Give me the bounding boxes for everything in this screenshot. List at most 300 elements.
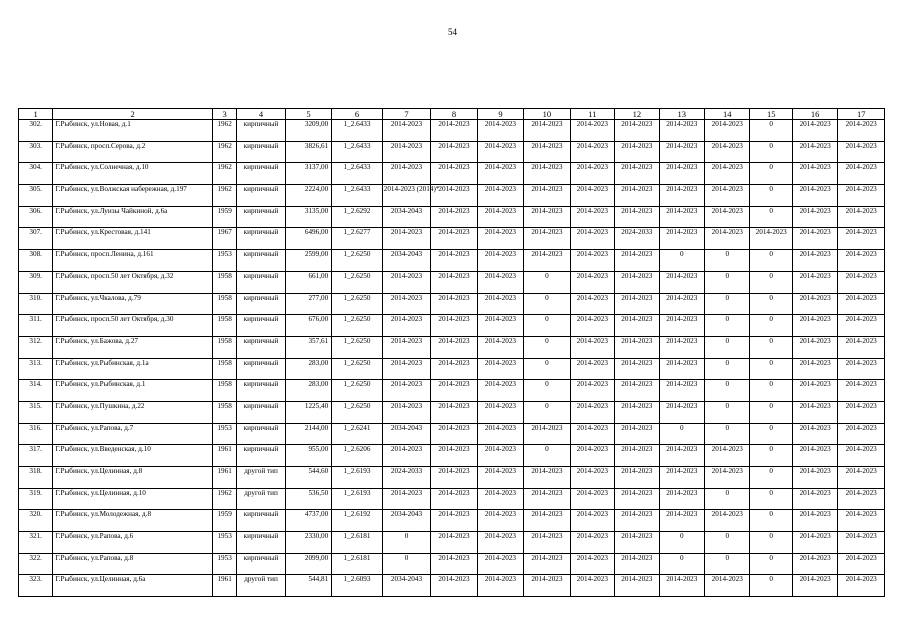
period-cell: 2014-2023 xyxy=(477,141,523,163)
column-number-1: 1 xyxy=(19,109,53,120)
period-cell: 2014-2023 xyxy=(477,401,523,423)
period-cell: 2014-2023 xyxy=(838,293,885,315)
address-cell: Г.Рыбинск, просп.50 лет Октября, д.32 xyxy=(53,271,213,293)
table-row xyxy=(19,423,885,445)
period-cell: 2014-2023 xyxy=(838,445,885,467)
wall-material-cell: кирпичный xyxy=(237,358,286,380)
period-cell: 2014-2023 xyxy=(524,532,570,554)
row-number-cell: 323. xyxy=(19,575,53,597)
table-row xyxy=(19,358,885,380)
period-cell: 2014-2023 xyxy=(615,250,659,272)
period-cell: 2014-2023 xyxy=(705,445,750,467)
period-cell: 2014-2023 xyxy=(382,120,431,142)
index-cell: 1_2.6181 xyxy=(332,553,383,575)
row-number-cell: 302. xyxy=(19,120,53,142)
period-cell: 2014-2023 xyxy=(615,510,659,532)
period-cell: 2014-2023 xyxy=(838,467,885,489)
period-cell: 2014-2023 xyxy=(615,467,659,489)
address-cell: Г.Рыбинск, ул.Волжская набережная, д.197 xyxy=(53,185,213,207)
area-cell: 2144,00 xyxy=(285,423,331,445)
period-cell: 2014-2023 xyxy=(524,185,570,207)
period-cell: 2014-2023 xyxy=(838,120,885,142)
index-cell: 1_2.6250 xyxy=(332,358,383,380)
period-cell: 2014-2023 xyxy=(524,467,570,489)
year-cell: 1958 xyxy=(213,358,237,380)
row-number-cell: 322. xyxy=(19,553,53,575)
row-number-cell: 319. xyxy=(19,488,53,510)
period-cell: 2014-2023 xyxy=(615,423,659,445)
period-cell: 2014-2023 xyxy=(615,445,659,467)
period-cell: 2014-2023 xyxy=(477,336,523,358)
period-cell: 2014-2023 xyxy=(659,315,704,337)
period-cell: 0 xyxy=(750,336,792,358)
address-cell: Г.Рыбинск, ул.Целинная, д.6а xyxy=(53,575,213,597)
year-cell: 1958 xyxy=(213,401,237,423)
period-cell: 2014-2023 xyxy=(792,315,837,337)
period-cell: 2014-2023 xyxy=(570,380,614,402)
area-cell: 3826,61 xyxy=(285,141,331,163)
wall-material-cell: кирпичный xyxy=(237,336,286,358)
period-cell: 2014-2023 xyxy=(382,445,431,467)
period-cell: 2034-2043 xyxy=(382,423,431,445)
period-cell: 2014-2023 xyxy=(570,185,614,207)
period-cell: 2014-2023 xyxy=(792,445,837,467)
area-cell: 3135,00 xyxy=(285,206,331,228)
period-cell: 2014-2023 xyxy=(615,271,659,293)
period-cell: 2024-2033 xyxy=(615,228,659,250)
period-cell: 2014-2023 xyxy=(838,401,885,423)
period-cell: 2014-2023 xyxy=(838,532,885,554)
area-cell: 283,00 xyxy=(285,380,331,402)
period-cell: 2014-2023 xyxy=(792,575,837,597)
index-cell: 1_2.6206 xyxy=(332,445,383,467)
column-number-12: 12 xyxy=(615,109,659,120)
area-cell: 2330,00 xyxy=(285,532,331,554)
period-cell: 2014-2023 xyxy=(750,228,792,250)
period-cell: 0 xyxy=(750,380,792,402)
period-cell: 2014-2023 xyxy=(792,293,837,315)
period-cell: 0 xyxy=(750,488,792,510)
period-cell: 0 xyxy=(750,185,792,207)
area-cell: 544,60 xyxy=(285,467,331,489)
period-cell: 2014-2023 xyxy=(382,271,431,293)
period-cell: 0 xyxy=(750,401,792,423)
area-cell: 357,61 xyxy=(285,336,331,358)
period-cell: 2014-2023 xyxy=(792,163,837,185)
year-cell: 1961 xyxy=(213,467,237,489)
period-cell: 2014-2023 xyxy=(570,141,614,163)
period-cell: 2014-2023 xyxy=(570,510,614,532)
period-cell: 2014-2023 xyxy=(705,228,750,250)
period-cell: 0 xyxy=(750,250,792,272)
table-row xyxy=(19,575,885,597)
period-cell: 0 xyxy=(750,532,792,554)
period-cell: 2014-2023 xyxy=(570,467,614,489)
address-cell: Г.Рыбинск, ул.Бажова, д.27 xyxy=(53,336,213,358)
period-cell: 2014-2023 xyxy=(431,401,477,423)
column-number-6: 6 xyxy=(332,109,383,120)
table-row xyxy=(19,250,885,272)
period-cell: 0 xyxy=(705,315,750,337)
period-cell: 2014-2023 xyxy=(524,250,570,272)
table-row xyxy=(19,271,885,293)
period-cell: 2014-2023 xyxy=(792,532,837,554)
period-cell: 0 xyxy=(750,575,792,597)
period-cell: 2014-2023 xyxy=(524,510,570,532)
area-cell: 536,50 xyxy=(285,488,331,510)
period-cell: 2014-2023 xyxy=(792,271,837,293)
period-cell: 2014-2023 xyxy=(570,315,614,337)
period-cell: 2014-2023 xyxy=(615,553,659,575)
period-cell: 2014-2023 xyxy=(570,445,614,467)
column-number-8: 8 xyxy=(431,109,477,120)
wall-material-cell: кирпичный xyxy=(237,401,286,423)
index-cell: 1_2.6250 xyxy=(332,293,383,315)
period-cell: 0 xyxy=(750,510,792,532)
period-cell: 2014-2023 xyxy=(615,488,659,510)
address-cell: Г.Рыбинск, ул.Луизы Чайкиной, д.6а xyxy=(53,206,213,228)
period-cell: 2014-2023 xyxy=(659,120,704,142)
period-cell: 2014-2023 xyxy=(524,423,570,445)
index-cell: 1_2.6250 xyxy=(332,250,383,272)
period-cell: 2014-2023 xyxy=(570,423,614,445)
page-number: 54 xyxy=(448,27,457,37)
period-cell: 2014-2023 xyxy=(659,185,704,207)
row-number-cell: 314. xyxy=(19,380,53,402)
period-cell: 2014-2023 xyxy=(431,163,477,185)
period-cell: 2014-2023 xyxy=(524,228,570,250)
period-cell: 2014-2023 xyxy=(659,575,704,597)
period-cell: 2014-2023 xyxy=(524,553,570,575)
index-cell: 1_2.6433 xyxy=(332,185,383,207)
year-cell: 1958 xyxy=(213,380,237,402)
period-cell: 2014-2023 xyxy=(431,532,477,554)
period-cell: 2014-2023 xyxy=(477,510,523,532)
row-number-cell: 310. xyxy=(19,293,53,315)
period-cell: 0 xyxy=(750,271,792,293)
period-cell: 2014-2023 xyxy=(524,206,570,228)
period-cell: 0 xyxy=(705,293,750,315)
address-cell: Г.Рыбинск, ул.Введенская, д.10 xyxy=(53,445,213,467)
period-cell: 0 xyxy=(659,553,704,575)
row-number-cell: 305. xyxy=(19,185,53,207)
address-cell: Г.Рыбинск, ул.Целинная, д.8 xyxy=(53,467,213,489)
period-cell: 0 xyxy=(750,445,792,467)
period-cell: 2014-2023 xyxy=(615,163,659,185)
address-cell: Г.Рыбинск, ул.Новая, д.1 xyxy=(53,120,213,142)
period-cell: 2014-2023 xyxy=(659,401,704,423)
address-cell: Г.Рыбинск, ул.Рапова, д.6 xyxy=(53,532,213,554)
period-cell: 2014-2023 xyxy=(705,120,750,142)
row-number-cell: 309. xyxy=(19,271,53,293)
table-row xyxy=(19,488,885,510)
period-cell: 2014-2023 xyxy=(477,206,523,228)
period-cell: 0 xyxy=(705,401,750,423)
period-cell: 2014-2023 xyxy=(659,445,704,467)
table-body xyxy=(19,120,885,597)
table-row xyxy=(19,401,885,423)
wall-material-cell: кирпичный xyxy=(237,510,286,532)
year-cell: 1962 xyxy=(213,163,237,185)
wall-material-cell: кирпичный xyxy=(237,228,286,250)
address-cell: Г.Рыбинск, ул.Рапова, д.7 xyxy=(53,423,213,445)
row-number-cell: 307. xyxy=(19,228,53,250)
year-cell: 1962 xyxy=(213,488,237,510)
period-cell: 2014-2023 xyxy=(615,293,659,315)
row-number-cell: 306. xyxy=(19,206,53,228)
period-cell: 0 xyxy=(750,120,792,142)
period-cell: 2034-2043 xyxy=(382,510,431,532)
period-cell: 2014-2023 xyxy=(615,185,659,207)
period-cell: 2014-2023 xyxy=(659,510,704,532)
period-cell: 2014-2023 xyxy=(431,206,477,228)
period-cell: 2014-2023 xyxy=(705,575,750,597)
period-cell: 2014-2023 xyxy=(570,575,614,597)
period-cell: 2014-2023 xyxy=(477,315,523,337)
area-cell: 2099,00 xyxy=(285,553,331,575)
period-cell: 2014-2023 xyxy=(615,401,659,423)
period-cell: 2014-2023 xyxy=(431,336,477,358)
year-cell: 1953 xyxy=(213,250,237,272)
column-number-9: 9 xyxy=(477,109,523,120)
period-cell: 2014-2023 xyxy=(477,250,523,272)
period-cell: 2014-2023 xyxy=(477,445,523,467)
period-cell: 2014-2023 xyxy=(838,250,885,272)
period-cell: 2014-2023 xyxy=(615,141,659,163)
period-cell: 2014-2023 xyxy=(524,141,570,163)
area-cell: 2224,00 xyxy=(285,185,331,207)
index-cell: 1_2.6192 xyxy=(332,510,383,532)
period-cell: 2014-2023 xyxy=(570,358,614,380)
row-number-cell: 315. xyxy=(19,401,53,423)
area-cell: 3137,00 xyxy=(285,163,331,185)
row-number-cell: 320. xyxy=(19,510,53,532)
row-number-cell: 308. xyxy=(19,250,53,272)
area-cell: 661,00 xyxy=(285,271,331,293)
year-cell: 1961 xyxy=(213,445,237,467)
column-number-row xyxy=(19,109,885,120)
period-cell: 0 xyxy=(382,532,431,554)
table-row xyxy=(19,185,885,207)
period-cell: 0 xyxy=(705,488,750,510)
period-cell: 0 xyxy=(750,467,792,489)
period-cell: 2014-2023 xyxy=(659,206,704,228)
period-cell: 2014-2023 xyxy=(431,445,477,467)
index-cell: 1_2.6250 xyxy=(332,315,383,337)
period-cell: 2014-2023 xyxy=(659,163,704,185)
period-cell: 2014-2023 xyxy=(615,315,659,337)
period-cell: 0 xyxy=(524,445,570,467)
row-number-cell: 313. xyxy=(19,358,53,380)
period-cell: 2014-2023 xyxy=(705,163,750,185)
period-cell: 0 xyxy=(750,423,792,445)
period-cell: 2014-2023 xyxy=(570,163,614,185)
period-cell: 0 xyxy=(659,423,704,445)
year-cell: 1962 xyxy=(213,120,237,142)
period-cell: 2014-2023 xyxy=(431,467,477,489)
index-cell: 1_2.6193 xyxy=(332,488,383,510)
period-cell: 2014-2023 xyxy=(382,293,431,315)
period-cell: 2014-2023 xyxy=(792,120,837,142)
period-cell: 2014-2023 xyxy=(838,488,885,510)
period-cell: 2014-2023 xyxy=(838,141,885,163)
period-cell: 2014-2023 xyxy=(838,228,885,250)
period-cell: 2014-2023 xyxy=(838,575,885,597)
period-cell: 2014-2023 xyxy=(615,206,659,228)
address-cell: Г.Рыбинск, ул.Рыбинская, д.1а xyxy=(53,358,213,380)
period-cell: 2014-2023 xyxy=(792,553,837,575)
period-cell: 2014-2023 xyxy=(838,336,885,358)
period-cell: 2014-2023 xyxy=(792,185,837,207)
period-cell: 2014-2023 xyxy=(792,358,837,380)
area-cell: 1225,40 xyxy=(285,401,331,423)
period-cell: 2014-2023 xyxy=(570,228,614,250)
column-number-4: 4 xyxy=(237,109,286,120)
period-cell: 2014-2023 xyxy=(659,293,704,315)
table-row xyxy=(19,380,885,402)
period-cell: 0 xyxy=(750,206,792,228)
period-cell: 0 xyxy=(750,553,792,575)
period-cell: 2014-2023 xyxy=(477,271,523,293)
period-cell: 2014-2023 xyxy=(570,401,614,423)
period-cell: 2014-2023 xyxy=(838,315,885,337)
period-cell: 2014-2023 xyxy=(792,423,837,445)
period-cell: 2014-2023 xyxy=(382,163,431,185)
table-row xyxy=(19,467,885,489)
row-number-cell: 318. xyxy=(19,467,53,489)
table-row xyxy=(19,510,885,532)
period-cell: 2014-2023 xyxy=(838,271,885,293)
address-cell: Г.Рыбинск, ул.Пушкина, д.22 xyxy=(53,401,213,423)
period-cell: 0 xyxy=(524,271,570,293)
housing-repair-table xyxy=(18,108,885,597)
period-cell: 2014-2023 xyxy=(705,510,750,532)
period-cell: 0 xyxy=(382,553,431,575)
year-cell: 1953 xyxy=(213,553,237,575)
table-row xyxy=(19,336,885,358)
column-number-2: 2 xyxy=(53,109,213,120)
address-cell: Г.Рыбинск, просп.50 лет Октября, д.30 xyxy=(53,315,213,337)
column-number-11: 11 xyxy=(570,109,614,120)
table-row xyxy=(19,532,885,554)
period-cell: 2014-2023 xyxy=(382,401,431,423)
area-cell: 544,81 xyxy=(285,575,331,597)
period-cell: 2014-2023 xyxy=(382,380,431,402)
year-cell: 1962 xyxy=(213,141,237,163)
period-cell: 0 xyxy=(705,250,750,272)
period-cell: 2014-2023 xyxy=(615,575,659,597)
area-cell: 4737,00 xyxy=(285,510,331,532)
year-cell: 1958 xyxy=(213,293,237,315)
period-cell: 2014-2023 xyxy=(431,250,477,272)
period-cell: 2014-2023 xyxy=(659,467,704,489)
table-row xyxy=(19,163,885,185)
index-cell: 1_2.6250 xyxy=(332,271,383,293)
period-cell: 2014-2023 xyxy=(838,163,885,185)
area-cell: 955,00 xyxy=(285,445,331,467)
address-cell: Г.Рыбинск, ул.Солнечная, д.10 xyxy=(53,163,213,185)
period-cell: 2014-2023 xyxy=(431,185,477,207)
period-cell: 2014-2023 xyxy=(382,336,431,358)
year-cell: 1958 xyxy=(213,336,237,358)
period-cell: 2014-2023 xyxy=(431,380,477,402)
table-row xyxy=(19,293,885,315)
year-cell: 1953 xyxy=(213,532,237,554)
period-cell: 2014-2023 xyxy=(382,488,431,510)
column-number-13: 13 xyxy=(659,109,704,120)
wall-material-cell: кирпичный xyxy=(237,185,286,207)
wall-material-cell: кирпичный xyxy=(237,120,286,142)
address-cell: Г.Рыбинск, просп.Серова, д.2 xyxy=(53,141,213,163)
row-number-cell: 316. xyxy=(19,423,53,445)
area-cell: 6496,00 xyxy=(285,228,331,250)
period-cell: 2014-2023 xyxy=(659,336,704,358)
period-cell: 2014-2023 xyxy=(838,206,885,228)
index-cell: 1_2.6093 xyxy=(332,575,383,597)
address-cell: Г.Рыбинск, ул.Крестовая, д.141 xyxy=(53,228,213,250)
period-cell: 2014-2023 xyxy=(570,488,614,510)
period-cell: 2014-2023 xyxy=(792,510,837,532)
index-cell: 1_2.6433 xyxy=(332,120,383,142)
period-cell: 2014-2023 xyxy=(431,141,477,163)
period-cell: 2014-2023 xyxy=(431,553,477,575)
period-cell: 2014-2023 xyxy=(431,358,477,380)
row-number-cell: 317. xyxy=(19,445,53,467)
period-cell: 2034-2043 xyxy=(382,575,431,597)
period-cell: 2014-2023 xyxy=(615,120,659,142)
period-cell: 2014-2023 xyxy=(792,336,837,358)
period-cell: 0 xyxy=(705,358,750,380)
period-cell: 2014-2023 xyxy=(524,488,570,510)
period-cell: 0 xyxy=(524,358,570,380)
period-cell: 2014-2023 xyxy=(792,206,837,228)
period-cell: 2014-2023 xyxy=(477,532,523,554)
period-cell: 2014-2023 xyxy=(838,553,885,575)
wall-material-cell: другой тип xyxy=(237,575,286,597)
period-cell: 0 xyxy=(524,293,570,315)
period-cell: 2014-2023 xyxy=(477,423,523,445)
wall-material-cell: кирпичный xyxy=(237,250,286,272)
period-cell: 2014-2023 xyxy=(477,467,523,489)
period-cell: 0 xyxy=(705,336,750,358)
table-row xyxy=(19,206,885,228)
period-cell: 2014-2023 xyxy=(382,228,431,250)
index-cell: 1_2.6250 xyxy=(332,401,383,423)
period-cell: 2014-2023 xyxy=(838,185,885,207)
index-cell: 1_2.6250 xyxy=(332,380,383,402)
column-number-16: 16 xyxy=(792,109,837,120)
wall-material-cell: кирпичный xyxy=(237,293,286,315)
address-cell: Г.Рыбинск, ул.Рапова, д.8 xyxy=(53,553,213,575)
area-cell: 3209,00 xyxy=(285,120,331,142)
period-cell: 2014-2023 xyxy=(431,228,477,250)
period-cell: 0 xyxy=(750,163,792,185)
period-cell: 2014-2023 xyxy=(477,120,523,142)
period-cell: 0 xyxy=(705,553,750,575)
period-cell: 2014-2023 xyxy=(705,467,750,489)
period-cell: 2014-2023 xyxy=(792,488,837,510)
period-cell: 2014-2023 xyxy=(570,336,614,358)
wall-material-cell: кирпичный xyxy=(237,445,286,467)
period-cell: 2014-2023 xyxy=(659,488,704,510)
period-cell: 0 xyxy=(659,532,704,554)
period-cell: 2014-2023 xyxy=(792,380,837,402)
period-cell: 2014-2023 xyxy=(570,271,614,293)
period-cell: 2014-2023 (2014)* xyxy=(382,185,431,207)
period-cell: 2014-2023 xyxy=(705,206,750,228)
year-cell: 1959 xyxy=(213,510,237,532)
period-cell: 0 xyxy=(524,315,570,337)
